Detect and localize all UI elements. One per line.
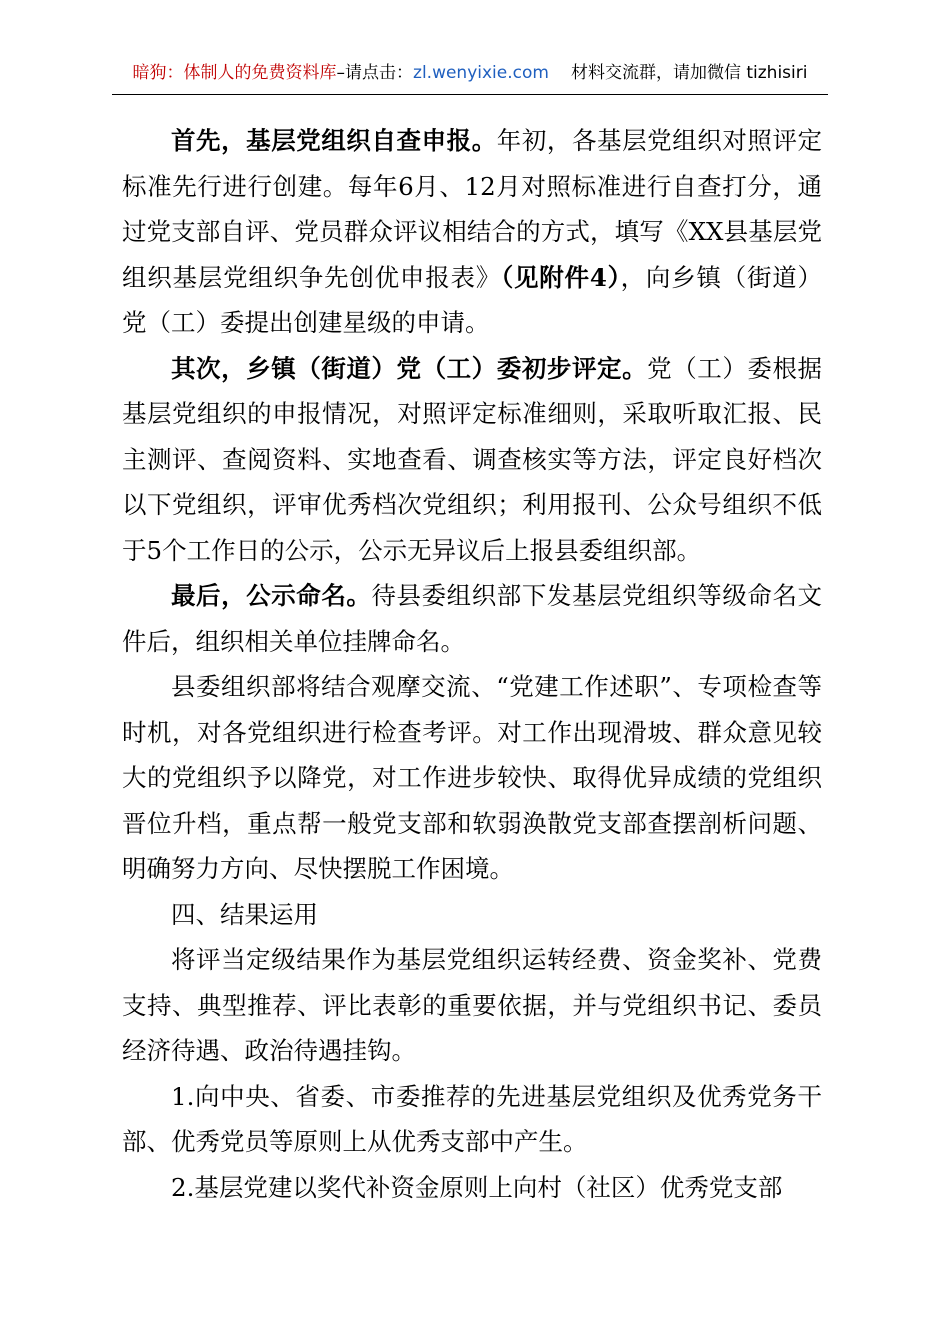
paragraph-inspection: 县委组织部将结合观摩交流、“党建工作述职”、专项检查等时机，对各党组织进行检查考评。对工作出现滑坡、群众意见较大的党组织予以降党，对工作进步较快、取得优异成绩的党组织晋位升档，重点帮一般党支部和软弱涣散党支部查摆剖析问题、明确努力方向、尽快摆脱工作困境。 — [122, 672, 822, 883]
header-click-prompt: –请点击： — [336, 63, 414, 83]
paragraph-text: ，向乡镇（街道）党（工）委提出创建星级的申请。 — [122, 262, 823, 337]
paragraph-text: 党（工）委根据基层党组织的申报情况，对照评定标准细则，采取听取汇报、民主测评、查阅资料、实地查看、调查核实等方法，评定良好档次以下党组织，评审优秀档次党组织；利用报刊、公众号组织不低于5个工作日的公示，公示无异议后上报县委组织部。 — [122, 353, 822, 565]
paragraph-results-usage: 将评当定级结果作为基层党组织运转经费、资金奖补、党费支持、典型推荐、评比表彰的重要依据，并与党组织书记、委员经济待遇、政治待遇挂钩。 — [122, 945, 822, 1065]
paragraph-lead-second: 其次，乡镇（街道）党（工）委初步评定。 — [171, 353, 648, 383]
section-heading-results: 四、结果运用 — [171, 899, 318, 929]
paragraph-self-check — [122, 118, 822, 346]
list-item-2: 2.基层党建以奖代补资金原则上向村（社区）优秀党支部 — [171, 1172, 783, 1202]
paragraph-text: 年初，各基层党组织对照评定标准先行进行创建。每年6月、12月对照标准进行自查打分，通过党支部自评、党员群众评议相结合的方式，填写《XX县基层党组织基层党组织争先创优申报表》 — [122, 126, 822, 292]
paragraph-preliminary-rating — [122, 346, 822, 574]
paragraph-lead-last: 最后，公示命名。 — [171, 581, 372, 610]
paragraph-text: 待县委组织部下发基层党组织等级命名文件后，组织相关单位挂牌命名。 — [122, 581, 823, 656]
header-url-link[interactable]: zl.wenyixie.com — [413, 63, 549, 83]
list-item-1: 1.向中央、省委、市委推荐的先进基层党组织及优秀党务干部、优秀党员等原则上从优秀支部中产生。 — [122, 1081, 822, 1156]
header-wechat-info: 材料交流群，请加微信 tizhisiri — [570, 63, 808, 83]
header-site-name: 暗狗：体制人的免费资料库 — [132, 63, 337, 83]
paragraph-lead-first: 首先，基层党组织自查申报。 — [171, 126, 497, 155]
attachment-reference: （见附件4） — [501, 262, 621, 292]
page-header — [112, 60, 828, 95]
document-body — [122, 118, 822, 1210]
paragraph-publicity-naming — [122, 573, 822, 664]
